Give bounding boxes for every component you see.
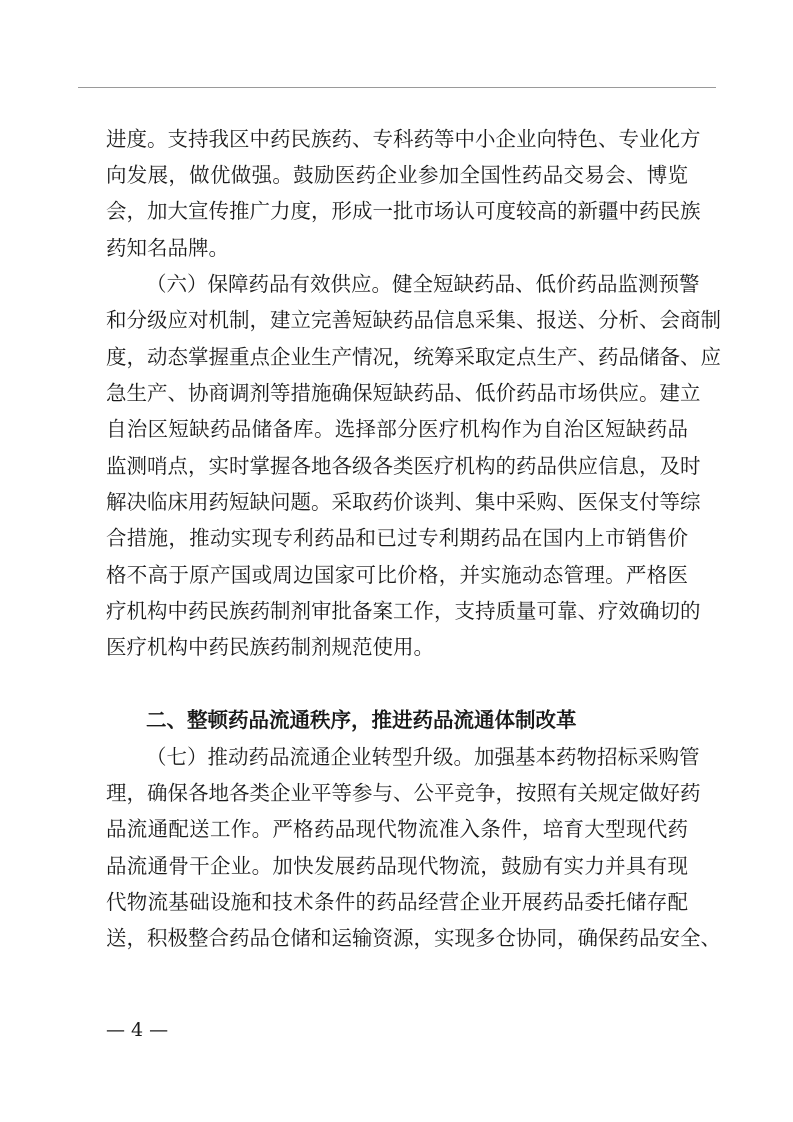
paragraph-line: 和分级应对机制，建立完善短缺药品信息采集、报送、分析、会商制 bbox=[106, 308, 721, 332]
paragraph-line: （六）保障药品有效供应。健全短缺药品、低价药品监测预警 bbox=[146, 272, 700, 296]
page-number: — 4 — bbox=[106, 1019, 169, 1041]
paragraph-line: 疗机构中药民族药制剂审批备案工作，支持质量可靠、疗效确切的 bbox=[106, 599, 701, 623]
paragraph-line: 医疗机构中药民族药制剂规范使用。 bbox=[106, 635, 434, 659]
header-rule bbox=[78, 87, 716, 88]
paragraph-line: 送，积极整合药品仓储和运输资源，实现多仓协同，确保药品安全、 bbox=[106, 926, 721, 950]
paragraph-line: 药知名品牌。 bbox=[106, 236, 229, 260]
paragraph-line: 自治区短缺药品储备库。选择部分医疗机构作为自治区短缺药品 bbox=[106, 417, 688, 441]
paragraph-line: 会，加大宣传推广力度，形成一批市场认可度较高的新疆中药民族 bbox=[106, 199, 701, 223]
paragraph-line: 监测哨点，实时掌握各地各级各类医疗机构的药品供应信息，及时 bbox=[106, 454, 701, 478]
paragraph-line: （七）推动药品流通企业转型升级。加强基本药物招标采购管 bbox=[146, 745, 700, 769]
paragraph-line: 代物流基础设施和技术条件的药品经营企业开展药品委托储存配 bbox=[106, 890, 688, 914]
paragraph-line: 度，动态掌握重点企业生产情况，统筹采取定点生产、药品储备、应 bbox=[106, 345, 721, 369]
paragraph-line: 品流通配送工作。严格药品现代物流准入条件，培育大型现代药 bbox=[106, 817, 688, 841]
paragraph-line: 品流通骨干企业。加快发展药品现代物流，鼓励有实力并具有现 bbox=[106, 854, 688, 878]
paragraph-line: 理，确保各地各类企业平等参与、公平竞争，按照有关规定做好药 bbox=[106, 781, 701, 805]
paragraph-line: 向发展，做优做强。鼓励医药企业参加全国性药品交易会、博览 bbox=[106, 163, 688, 187]
section-heading: 二、整顿药品流通秩序，推进药品流通体制改革 bbox=[146, 708, 577, 732]
paragraph-line: 进度。支持我区中药民族药、专科药等中小企业向特色、专业化方 bbox=[106, 127, 701, 151]
paragraph-line: 急生产、协商调剂等措施确保短缺药品、低价药品市场供应。建立 bbox=[106, 381, 701, 405]
paragraph-line: 格不高于原产国或周边国家可比价格，并实施动态管理。严格医 bbox=[106, 563, 688, 587]
paragraph-line: 合措施，推动实现专利药品和已过专利期药品在国内上市销售价 bbox=[106, 526, 688, 550]
paragraph-line: 解决临床用药短缺问题。采取药价谈判、集中采购、医保支付等综 bbox=[106, 490, 701, 514]
